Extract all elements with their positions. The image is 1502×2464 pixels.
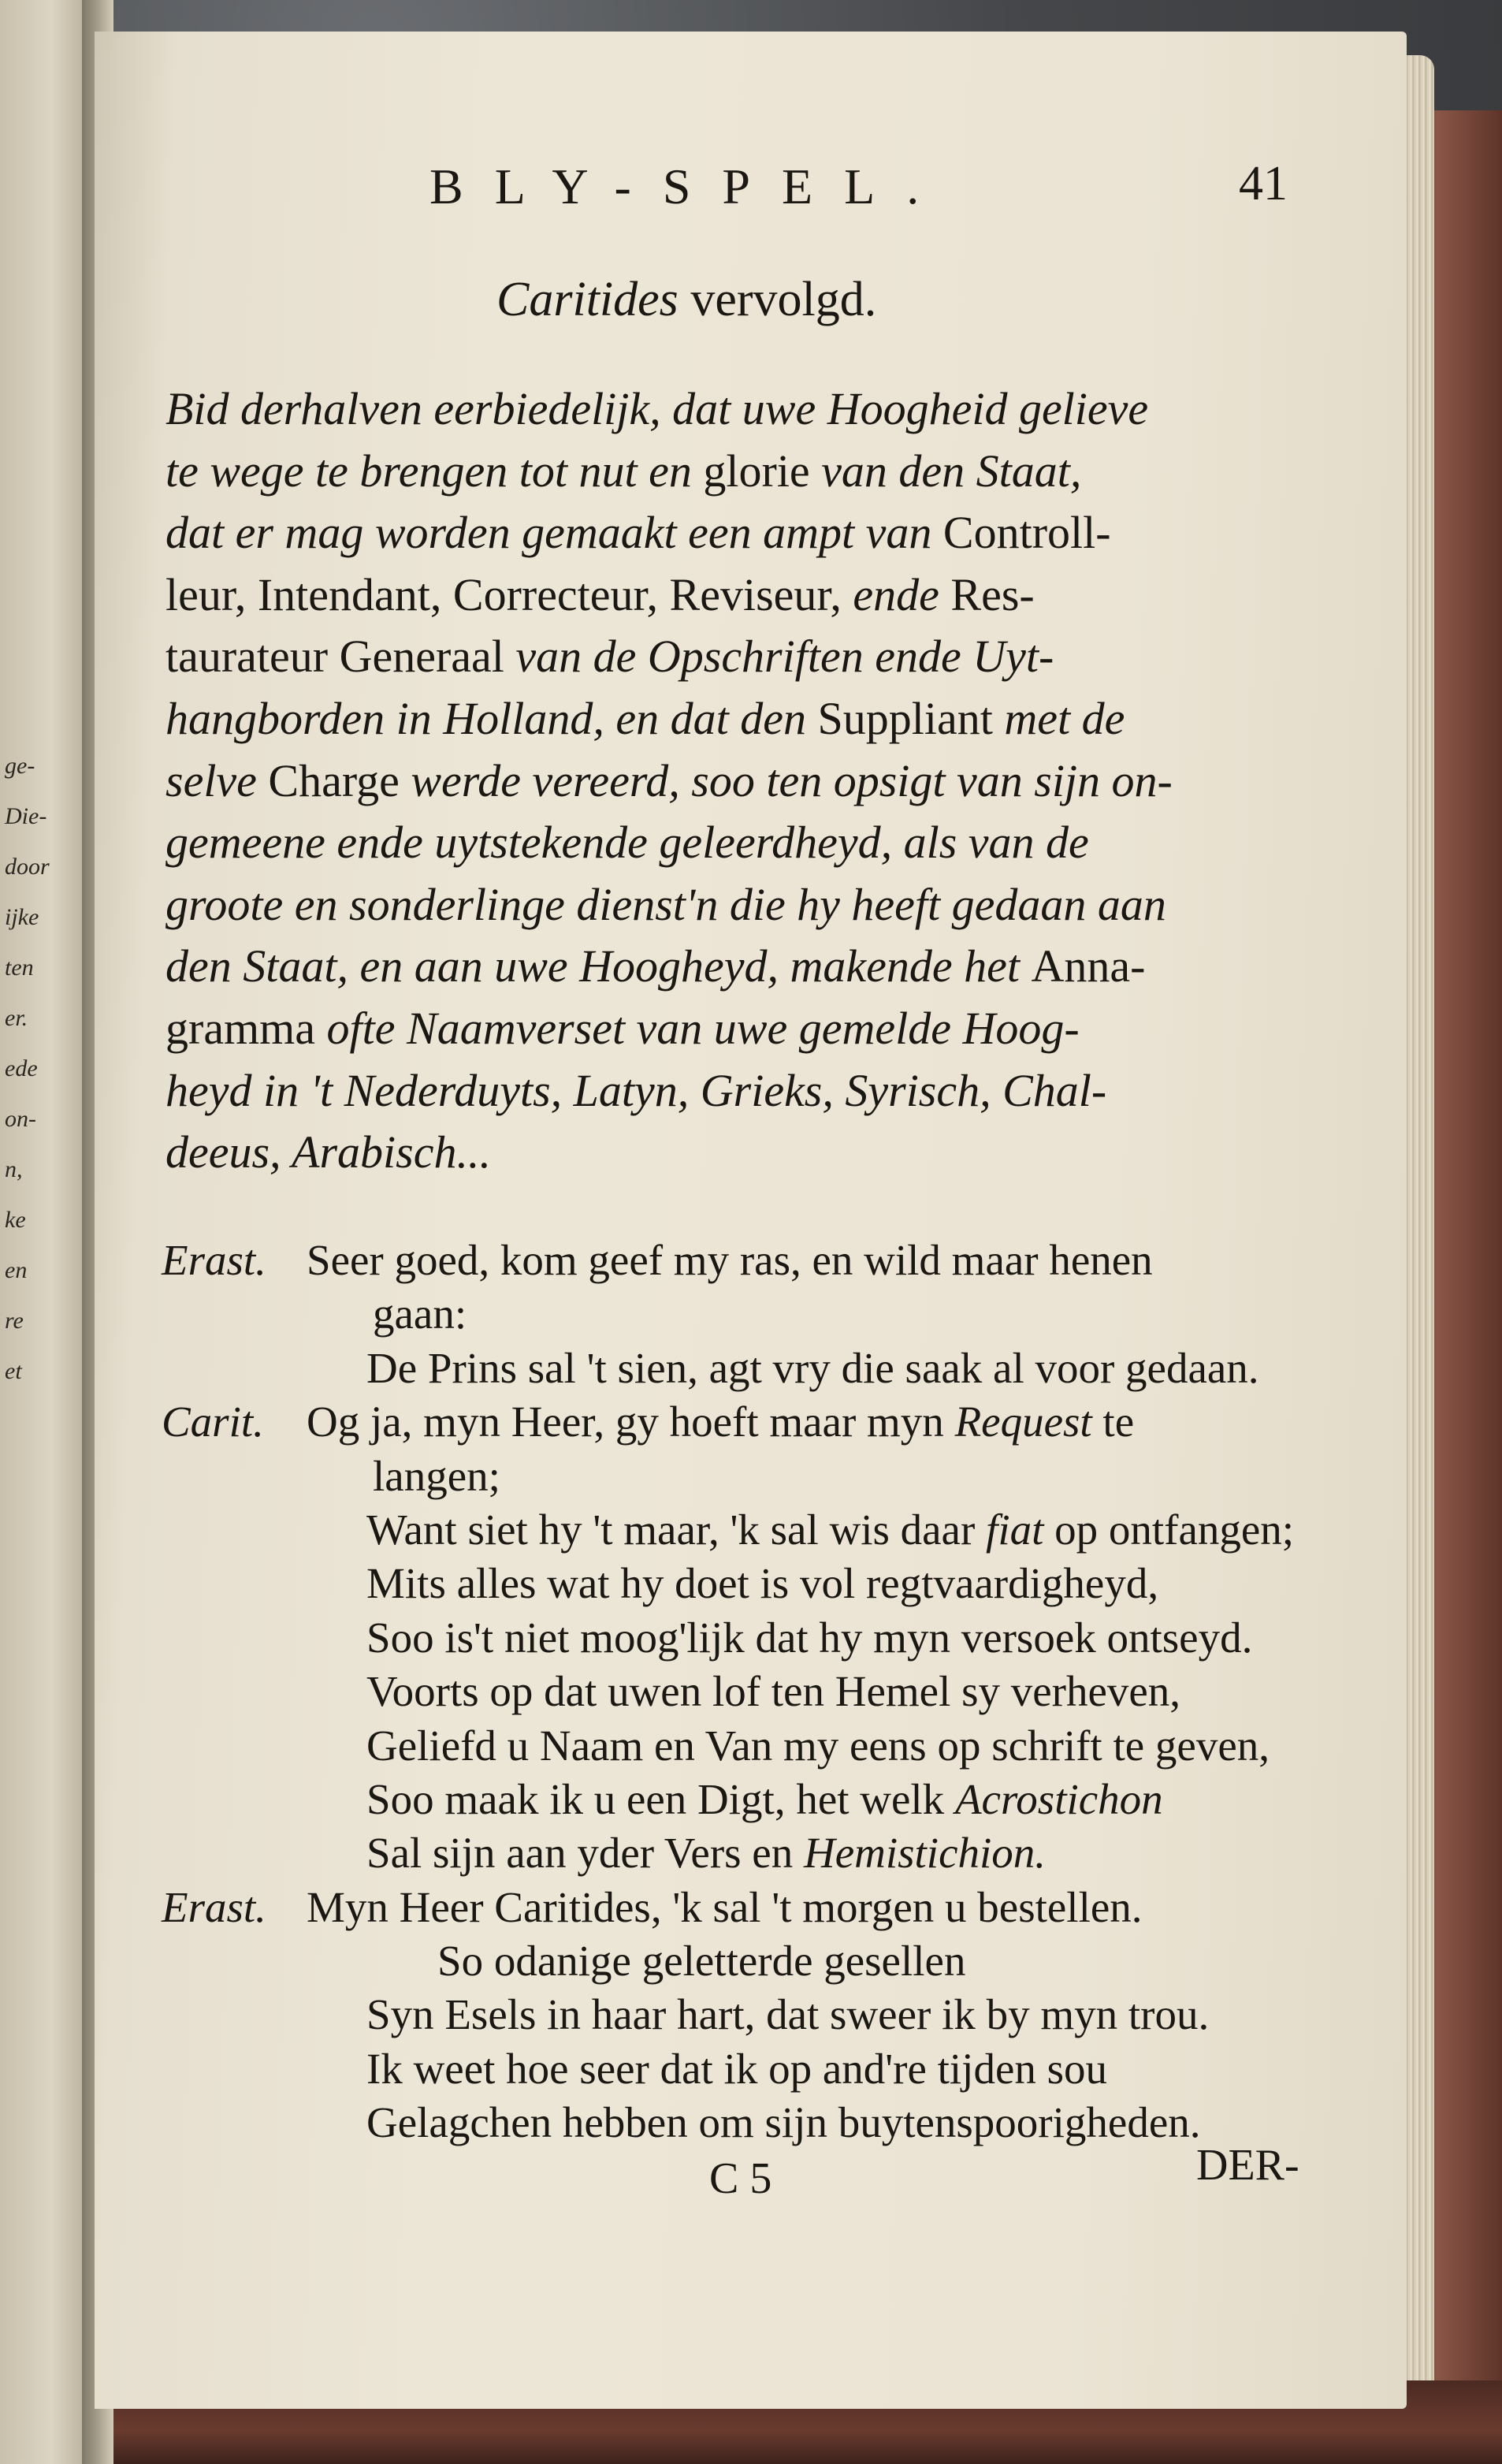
verse-line [162,1450,1344,1503]
text-run: Bid derhalven eerbiedelijk, dat uwe Hoogheid gelieve [165,383,1149,434]
verso-fragment: ede [5,1055,38,1081]
heading-word: vervolgd. [690,273,877,326]
text-run: fiat [986,1505,1044,1554]
text-run: Anna- [1031,940,1146,992]
verse-line [162,1773,1344,1826]
petition-line [165,936,1332,998]
petition-line [165,564,1332,627]
text-run: Og ja, myn Heer, gy hoeft maar myn [307,1398,955,1446]
text-run: deeus, Arabisch... [165,1126,491,1178]
text-run: leur, Intendant, Correcteur, Reviseur, [165,568,853,620]
verse-line [162,1503,1344,1557]
petition-line [165,502,1332,564]
petition-line [165,812,1332,874]
text-run: Request [954,1398,1092,1446]
text-run: Suppliant [817,692,993,744]
petition-line [165,688,1332,750]
text-run: glorie [703,445,810,497]
dialogue-verse [162,1234,1344,2150]
verse-line [162,1826,1344,1880]
text-run: te wege te brengen tot nut en [165,445,704,497]
text-run: gaan: [373,1290,467,1338]
text-run: Geliefd u Naam en Van my eens op schrift te geven, [366,1721,1270,1770]
verso-fragment: re [5,1308,24,1334]
text-run: Soo is't niet moog'lijk dat hy myn versoek ontseyd. [366,1613,1253,1662]
petition-line [165,378,1332,441]
verse-line [162,1234,1344,1287]
text-run: te [1091,1398,1135,1446]
heading-name: Caritides [496,273,679,326]
verse-line [162,2042,1344,2096]
text-run: Acrostichon [954,1774,1163,1823]
text-run: gemeene ende uytstekende geleerdheyd, als van de [165,817,1089,869]
speaker-name: Erast. [162,1236,266,1284]
text-run: langen; [373,1451,500,1500]
petition-line [165,998,1332,1060]
petition-paragraph [165,378,1332,1184]
verso-fragment: en [5,1257,28,1283]
text-run: heyd in 't Nederduyts, Latyn, Grieks, Syrisch, Chal- [165,1064,1107,1116]
verse-line [162,1719,1344,1773]
text-run: Mits alles wat hy doet is vol regtvaardigheyd, [366,1559,1159,1608]
verso-fragment: er. [5,1005,28,1031]
text-run: Ik weet hoe seer dat ik op and're tijden sou [366,2044,1108,2093]
text-run: werde vereerd, soo ten opsigt van sijn on- [399,754,1173,806]
petition-line [165,750,1332,813]
text-run: ofte Naamverset van uwe gemelde Hoog- [315,1002,1080,1054]
verso-fragment: on- [5,1106,36,1132]
text-run: Syn Esels in haar hart, dat sweer ik by myn trou. [366,1990,1210,2039]
verse-line [162,2096,1344,2149]
text-run: taurateur Generaal [165,631,516,683]
text-run: Soo maak ik u een Digt, het welk [366,1774,955,1823]
speaker-name: Erast. [162,1882,266,1931]
verso-fragment: ijke [5,904,39,930]
verse-line [162,1881,1344,1934]
petition-line [165,441,1332,503]
verso-page [0,0,93,2464]
text-run: Controll- [942,507,1111,559]
catchword: DER- [1196,2141,1299,2190]
petition-line [165,1122,1332,1184]
petition-line [165,1060,1332,1122]
section-heading [496,272,876,328]
text-run: Want siet hy 't maar, 'k sal wis daar [366,1505,987,1554]
text-run: dat er mag worden gemaakt een ampt van [165,507,943,559]
text-run: op ontfangen; [1043,1505,1295,1554]
verse-line [162,1988,1344,2042]
text-run: van de Opschriften ende Uyt- [515,631,1054,683]
text-run: groote en sonderlinge dienst'n die hy heeft gedaan aan [165,878,1166,930]
verse-line [162,1342,1344,1395]
text-run: gramma [165,1002,316,1054]
petition-line [165,874,1332,936]
verso-fragment: n, [5,1156,23,1182]
verso-fragment: door [5,854,50,880]
verse-line [162,1287,1344,1341]
running-head: BLY-SPEL. [429,158,951,214]
verse-line [162,1611,1344,1665]
verse-line [162,1557,1344,1610]
text-run: Sal sijn aan yder Vers en [366,1829,804,1878]
text-run: Res- [950,568,1035,620]
verse-line [162,1395,1344,1449]
text-run: Myn Heer Caritides, 'k sal 't morgen u bestellen. [307,1882,1143,1931]
verse-line [162,1934,1344,1988]
text-run: Seer goed, kom geef my ras, en wild maar henen [307,1236,1153,1284]
text-run: hangborden in Holland, en dat den [165,692,818,744]
text-run: Hemistichion. [803,1829,1047,1878]
text-run: Gelagchen hebben om sijn buytenspoorigheden. [366,2098,1201,2147]
verso-fragment: Die- [5,803,47,829]
page-number: 41 [1239,157,1288,210]
text-run: Voorts op dat uwen lof ten Hemel sy verheven, [366,1667,1181,1716]
text-run: selve [165,754,269,806]
petition-line [165,626,1332,688]
text-run: met de [992,692,1125,744]
text-run: Charge [268,754,400,806]
text-run: den Staat, en aan uwe Hoogheyd, makende het [165,940,1032,992]
verso-fragment: ke [5,1207,26,1233]
verso-text-fragments [5,741,84,1397]
verso-fragment: ten [5,955,34,981]
text-run: van den Staat, [809,445,1082,497]
text-run: So odanige geletterde gesellen [437,1937,966,1986]
signature-mark: C 5 [709,2154,772,2203]
text-run: De Prins sal 't sien, agt vry die saak al voor gedaan. [366,1343,1259,1392]
verso-fragment: ge- [5,753,35,779]
speaker-name: Carit. [162,1398,264,1446]
verso-fragment: et [5,1358,22,1384]
text-run: ende [853,568,951,620]
verse-line [162,1665,1344,1718]
